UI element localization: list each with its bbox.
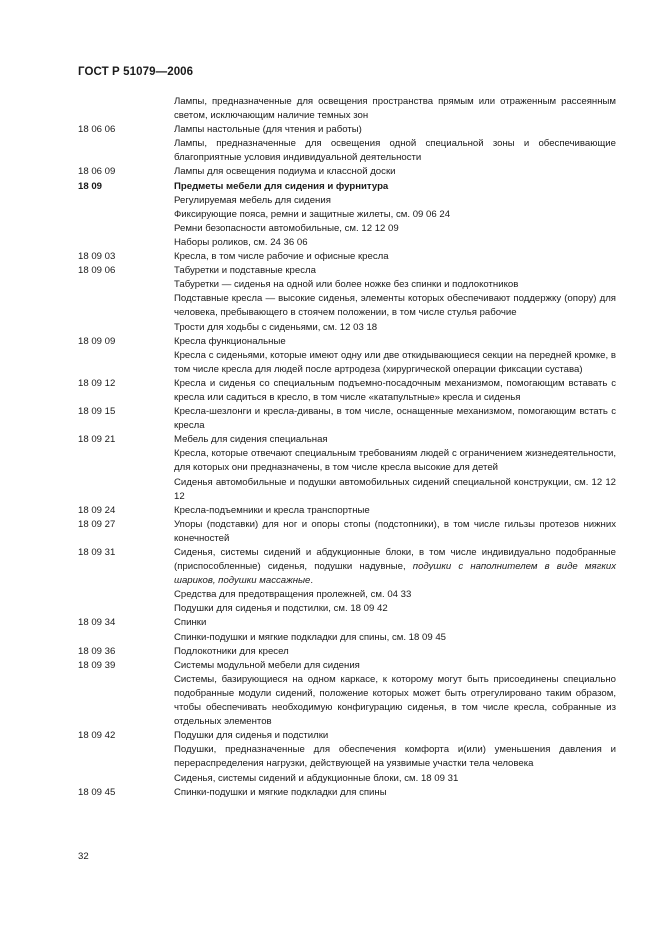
classification-entry xyxy=(78,165,616,179)
entry-text-main: Ремни безопасности автомобильные, см. 12 12 09 xyxy=(174,222,399,234)
entry-text-main: Спинки-подушки и мягкие подкладки для спины, см. 18 09 45 xyxy=(174,631,447,643)
entry-code xyxy=(78,631,174,645)
entry-text xyxy=(174,180,616,194)
classification-entry xyxy=(78,236,616,250)
classification-entry xyxy=(78,123,616,137)
entry-code: 18 09 09 xyxy=(78,335,116,347)
classification-entry xyxy=(78,208,616,222)
entry-text-main: Наборы роликов, см. 24 36 06 xyxy=(174,236,308,248)
classification-entry xyxy=(78,447,616,475)
classification-entry xyxy=(78,264,616,278)
entry-text xyxy=(174,95,616,123)
entry-text xyxy=(174,264,616,278)
classification-entry xyxy=(78,405,616,433)
entry-text-main: Лампы настольные (для чтения и работы) xyxy=(174,124,362,136)
entry-text xyxy=(174,278,616,292)
classification-entry xyxy=(78,292,616,320)
entry-text xyxy=(174,476,616,504)
entry-text-main: Сиденья, системы сидений и абдукционные блоки, в том числе индивидуально подобранные (приспособленные) сиденья, подушки надувные, xyxy=(174,547,616,573)
entry-code: 18 09 39 xyxy=(78,659,116,671)
entry-text-main: Средства для предотвращения пролежней, см. 04 33 xyxy=(174,589,412,601)
entry-text-main: Кресла с сиденьями, которые имеют одну или две откидывающиеся секции на передней кромке, в том числе кресла для людей после артродеза (хирургической операции фиксации сустава) xyxy=(174,349,616,375)
classification-entry xyxy=(78,602,616,616)
entry-code: 18 09 34 xyxy=(78,617,116,629)
entry-text xyxy=(174,222,616,236)
entry-code: 18 09 42 xyxy=(78,730,116,742)
entry-code xyxy=(78,278,174,292)
entry-code: 18 09 xyxy=(78,180,103,192)
entry-text xyxy=(174,405,616,433)
entry-text-main: Подушки для сиденья и подстилки, см. 18 09 42 xyxy=(174,603,388,615)
entry-code xyxy=(78,743,174,771)
entry-code xyxy=(78,194,174,208)
entry-text-main: Лампы для освещения подиума и классной доски xyxy=(174,166,396,178)
entry-text xyxy=(174,292,616,320)
entry-code: 18 06 09 xyxy=(78,166,116,178)
entry-text xyxy=(174,433,616,447)
classification-entry xyxy=(78,546,616,588)
classification-entry xyxy=(78,743,616,771)
entry-text xyxy=(174,673,616,729)
classification-entry xyxy=(78,222,616,236)
entry-text-main: Табуретки — сиденья на одной или более ножке без спинки и подлокотников xyxy=(174,279,519,291)
entry-text-main: Сиденья, системы сидений и абдукционные блоки, см. 18 09 31 xyxy=(174,772,459,784)
entry-text xyxy=(174,165,616,179)
entry-text xyxy=(174,786,616,800)
entry-code: 18 09 36 xyxy=(78,645,116,657)
entry-text-main: Кресла функциональные xyxy=(174,335,286,347)
classification-entry xyxy=(78,180,616,194)
entry-text xyxy=(174,250,616,264)
entry-text-main: Мебель для сидения специальная xyxy=(174,434,328,446)
entry-text-main: Кресла, которые отвечают специальным требованиям людей с ограничением жизнедеятельности, для которых они предназначены, в том числе кресла высокие для детей xyxy=(174,448,616,474)
entry-text-main: Спинки xyxy=(174,617,207,629)
entry-text xyxy=(174,631,616,645)
entry-text xyxy=(174,447,616,475)
entry-text xyxy=(174,137,616,165)
entry-text xyxy=(174,518,616,546)
classification-entry xyxy=(78,321,616,335)
entry-code xyxy=(78,673,174,729)
entry-text-main: Системы модульной мебели для сидения xyxy=(174,659,360,671)
entry-code: 18 09 03 xyxy=(78,251,116,263)
classification-entry xyxy=(78,194,616,208)
entry-text-main: Подлокотники для кресел xyxy=(174,645,289,657)
entry-text-main: Лампы, предназначенные для освещения одной специальной зоны и обеспечивающие благоприятные условия индивидуальной деятельности xyxy=(174,138,616,164)
entry-text-main: Лампы, предназначенные для освещения пространства прямым или отраженным рассеянным светом, исключающим наличие темных зон xyxy=(174,96,616,122)
entry-code: 18 09 27 xyxy=(78,518,116,530)
entry-text-main: Предметы мебели для сидения и фурнитура xyxy=(174,180,389,192)
classification-entry xyxy=(78,250,616,264)
classification-entry xyxy=(78,377,616,405)
entry-code xyxy=(78,137,174,165)
entry-code: 18 06 06 xyxy=(78,124,116,136)
classification-entry xyxy=(78,137,616,165)
entry-text-main: Кресла-шезлонги и кресла-диваны, в том числе, оснащенные механизмом, помогающим встать с кресла xyxy=(174,406,616,432)
entry-text xyxy=(174,123,616,137)
classification-entry xyxy=(78,476,616,504)
entry-text xyxy=(174,349,616,377)
entry-text-main: Регулируемая мебель для сидения xyxy=(174,194,331,206)
entry-text xyxy=(174,645,616,659)
classification-entry xyxy=(78,588,616,602)
classification-entry xyxy=(78,433,616,447)
entry-code xyxy=(78,95,174,123)
entry-code xyxy=(78,602,174,616)
entry-text-main: Фиксирующие пояса, ремни и защитные жилеты, см. 09 06 24 xyxy=(174,208,451,220)
entry-text xyxy=(174,659,616,673)
entry-code xyxy=(78,349,174,377)
entry-text xyxy=(174,194,616,208)
classification-entry xyxy=(78,673,616,729)
entry-code xyxy=(78,447,174,475)
entry-text xyxy=(174,321,616,335)
entry-text xyxy=(174,546,616,588)
entry-text-italic: подушки с наполнителем в виде мягких шариков, подушки массажные xyxy=(174,561,616,587)
entry-code: 18 09 06 xyxy=(78,265,116,277)
classification-entry xyxy=(78,278,616,292)
entry-code xyxy=(78,208,174,222)
entry-text-tail: . xyxy=(310,575,314,587)
classification-list xyxy=(78,95,616,800)
classification-entry xyxy=(78,772,616,786)
entry-text xyxy=(174,377,616,405)
entry-code xyxy=(78,476,174,504)
entry-text-main: Подушки, предназначенные для обеспечения комфорта и(или) уменьшения давления и перераспределения нагрузки, действующей на уязвимые участки тела человека xyxy=(174,744,616,770)
entry-text-main: Упоры (подставки) для ног и опоры стопы (подстопники), в том числе гильзы протезов нижних конечностей xyxy=(174,518,616,544)
classification-entry xyxy=(78,645,616,659)
entry-code xyxy=(78,772,174,786)
entry-code xyxy=(78,222,174,236)
entry-code: 18 09 15 xyxy=(78,406,116,418)
classification-entry xyxy=(78,786,616,800)
classification-entry xyxy=(78,504,616,518)
entry-text xyxy=(174,743,616,771)
entry-code: 18 09 45 xyxy=(78,786,116,798)
entry-text-main: Сиденья автомобильные и подушки автомобильных сидений специальной конструкции, см. 12 12 12 xyxy=(174,476,616,502)
entry-code xyxy=(78,588,174,602)
document-header: ГОСТ Р 51079—2006 xyxy=(78,66,194,78)
entry-code: 18 09 24 xyxy=(78,504,116,516)
page-number: 32 xyxy=(78,851,89,862)
entry-text xyxy=(174,504,616,518)
entry-text xyxy=(174,616,616,630)
entry-text xyxy=(174,602,616,616)
entry-code: 18 09 12 xyxy=(78,377,116,389)
classification-entry xyxy=(78,631,616,645)
entry-text-main: Кресла, в том числе рабочие и офисные кресла xyxy=(174,251,389,263)
entry-text-main: Подушки для сиденья и подстилки xyxy=(174,730,329,742)
entry-text-main: Системы, базирующиеся на одном каркасе, к которому могут быть присоединены специально подобранные модули сидений, положение которых может быть отрегулировано таким образом, чтобы обеспечивать необходимую конфигурацию сиденья, в том числе кресла, собранные из отдельных элементов xyxy=(174,673,616,728)
entry-code: 18 09 21 xyxy=(78,434,116,446)
entry-text xyxy=(174,208,616,222)
classification-entry xyxy=(78,335,616,349)
entry-code: 18 09 31 xyxy=(78,547,116,558)
entry-text-main: Спинки-подушки и мягкие подкладки для спины xyxy=(174,786,387,798)
entry-text-main: Кресла и сиденья со специальным подъемно-посадочным механизмом, помогающим вставать с кресла или садиться в кресло, в том числе «катапультные» кресла и сиденья xyxy=(174,377,616,403)
classification-entry xyxy=(78,729,616,743)
entry-text xyxy=(174,236,616,250)
entry-text xyxy=(174,588,616,602)
entry-code xyxy=(78,236,174,250)
entry-text xyxy=(174,729,616,743)
classification-entry xyxy=(78,518,616,546)
entry-text-main: Подставные кресла — высокие сиденья, элементы которых обеспечивают поддержку (опору) для человека, пребывающего в стоячем положении, в том числе стулья рабочие xyxy=(174,293,616,319)
entry-text xyxy=(174,772,616,786)
entry-code xyxy=(78,321,174,335)
classification-entry xyxy=(78,659,616,673)
classification-entry xyxy=(78,95,616,123)
classification-entry xyxy=(78,349,616,377)
entry-text-main: Кресла-подъемники и кресла транспортные xyxy=(174,504,370,516)
entry-text-main: Табуретки и подставные кресла xyxy=(174,265,316,277)
entry-text-main: Трости для ходьбы с сиденьями, см. 12 03 18 xyxy=(174,321,378,333)
classification-entry xyxy=(78,616,616,630)
entry-code xyxy=(78,292,174,320)
entry-text xyxy=(174,335,616,349)
